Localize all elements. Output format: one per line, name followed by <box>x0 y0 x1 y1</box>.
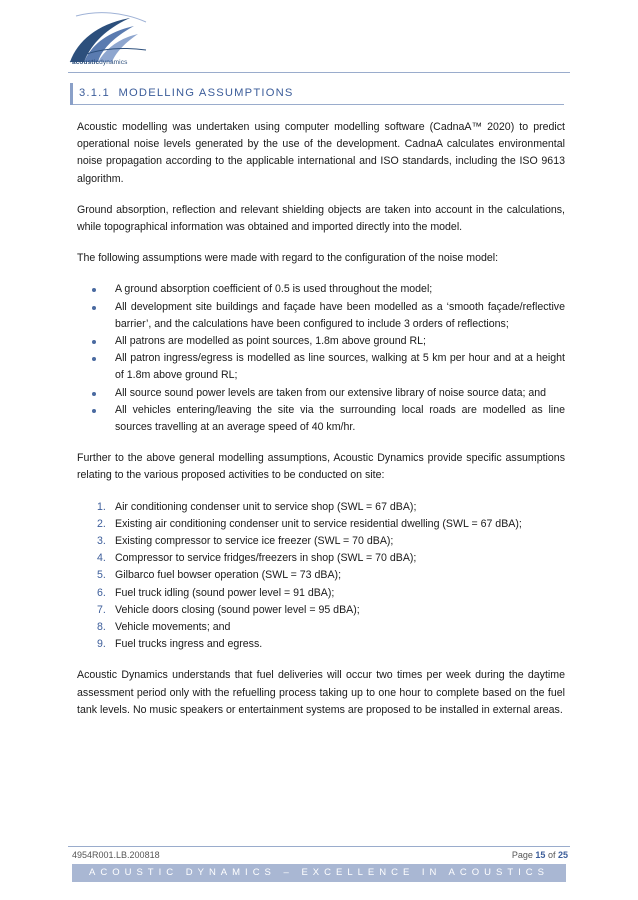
list-number: 2. <box>97 517 106 530</box>
list-item-text: Fuel truck idling (sound power level = 91 dBA); <box>115 586 335 599</box>
list-number: 8. <box>97 621 106 634</box>
list-item-text: All patron ingress/egress is modelled as line sources, walking at 5 km per hour and at a height of 1.8m above ground RL; <box>115 352 565 382</box>
list-item <box>77 333 565 350</box>
logo-wordmark-bold: acoustic <box>72 59 100 66</box>
list-item-text: Existing compressor to service ice freezer (SWL = 70 dBA); <box>115 535 394 548</box>
footer-tagline-band: ACOUSTIC DYNAMICS – EXCELLENCE IN ACOUSTICS <box>72 864 566 882</box>
list-item <box>77 499 565 516</box>
list-item-text: Fuel trucks ingress and egress. <box>115 638 263 651</box>
page-total: 25 <box>557 850 568 860</box>
section-title-text: MODELLING ASSUMPTIONS <box>118 87 294 99</box>
list-item-text: All patrons are modelled as point sources, 1.8m above ground RL; <box>115 335 426 348</box>
page-prefix: Page <box>511 850 533 860</box>
list-item <box>77 550 565 567</box>
list-item <box>77 516 565 533</box>
list-item <box>77 350 565 384</box>
page-of: of <box>547 850 556 860</box>
section-title <box>79 87 294 99</box>
paragraph-fuel-deliveries: Acoustic Dynamics understands that fuel deliveries will occur two times per week during the daytime assessment period only with the refuelling process taking up to one hour to complete based on the fuel tank levels. No music speakers or entertainment systems are proposed to be installed in external areas. <box>77 669 565 716</box>
list-item <box>77 281 565 298</box>
list-item-text: All source sound power levels are taken from our extensive library of noise source data; and <box>115 386 547 399</box>
activities-numbered-list <box>77 499 565 654</box>
list-item-text: Compressor to service fridges/freezers in shop (SWL = 70 dBA); <box>115 552 417 565</box>
list-item-text: Gilbarco fuel bowser operation (SWL = 73 dBA); <box>115 569 342 582</box>
section-number: 3.1.1 <box>79 87 110 99</box>
paragraph-specific-assumptions: Further to the above general modelling assumptions, Acoustic Dynamics provide specific assumptions relating to the various proposed activities to be conducted on site: <box>77 452 565 482</box>
list-item <box>77 402 565 436</box>
list-item-text: Existing air conditioning condenser unit to service residential dwelling (SWL = 67 dBA); <box>115 517 522 530</box>
footer-divider <box>68 846 570 847</box>
list-item-text: All vehicles entering/leaving the site via the surrounding local roads are modelled as line sources travelling at an average speed of 40 km/hr. <box>115 403 565 434</box>
section-heading-accent-bar <box>70 83 73 105</box>
header-divider <box>68 72 570 73</box>
list-item <box>77 619 565 636</box>
list-item <box>77 636 565 653</box>
list-item <box>77 585 565 602</box>
list-number: 4. <box>97 552 106 565</box>
bullet-icon <box>92 340 96 344</box>
list-number: 6. <box>97 586 106 599</box>
assumptions-bullet-list <box>77 281 565 436</box>
list-number: 5. <box>97 569 106 582</box>
list-item <box>77 533 565 550</box>
list-number: 9. <box>97 638 106 651</box>
paragraph-modelling-software: Acoustic modelling was undertaken using computer modelling software (CadnaA™ 2020) to predict operational noise levels generated by the use of the development. CadnaA calculates environmental noise propagation according to the applicable international and ISO standards, including the ISO 9613 algorithm. <box>77 121 565 185</box>
bullet-icon <box>92 357 96 361</box>
list-item-text: A ground absorption coefficient of 0.5 is used throughout the model; <box>115 283 433 296</box>
list-item <box>77 602 565 619</box>
list-item <box>77 299 565 333</box>
list-item-text: Air conditioning condenser unit to service shop (SWL = 67 dBA); <box>115 500 417 513</box>
bullet-icon <box>92 288 96 292</box>
logo-wordmark <box>72 59 127 66</box>
page-number <box>512 850 568 860</box>
page-current: 15 <box>535 850 546 860</box>
bullet-icon <box>92 306 96 310</box>
list-item <box>77 567 565 584</box>
list-item-text: Vehicle movements; and <box>115 621 231 634</box>
bullet-icon <box>92 392 96 396</box>
list-item-text: All development site buildings and façade have been modelled as a ‘smooth façade/reflective barrier’, and the calculations have been configured to include 3 orders of reflections; <box>115 300 565 330</box>
list-number: 1. <box>97 500 106 513</box>
paragraph-assumptions-intro: The following assumptions were made with regard to the configuration of the noise model: <box>77 252 499 265</box>
list-item <box>77 385 565 402</box>
paragraph-ground-absorption: Ground absorption, reflection and relevant shielding objects are taken into account in the calculations, while topographical information was obtained and imported directly into the model. <box>77 203 565 234</box>
document-reference: 4954R001.LB.200818 <box>72 850 160 860</box>
list-number: 3. <box>97 535 106 548</box>
list-number: 7. <box>97 603 106 616</box>
section-heading <box>70 83 564 105</box>
document-body <box>77 119 565 733</box>
list-item-text: Vehicle doors closing (sound power level = 95 dBA); <box>115 603 360 616</box>
logo-wordmark-light: dynamics <box>99 59 128 66</box>
bullet-icon <box>92 409 96 413</box>
